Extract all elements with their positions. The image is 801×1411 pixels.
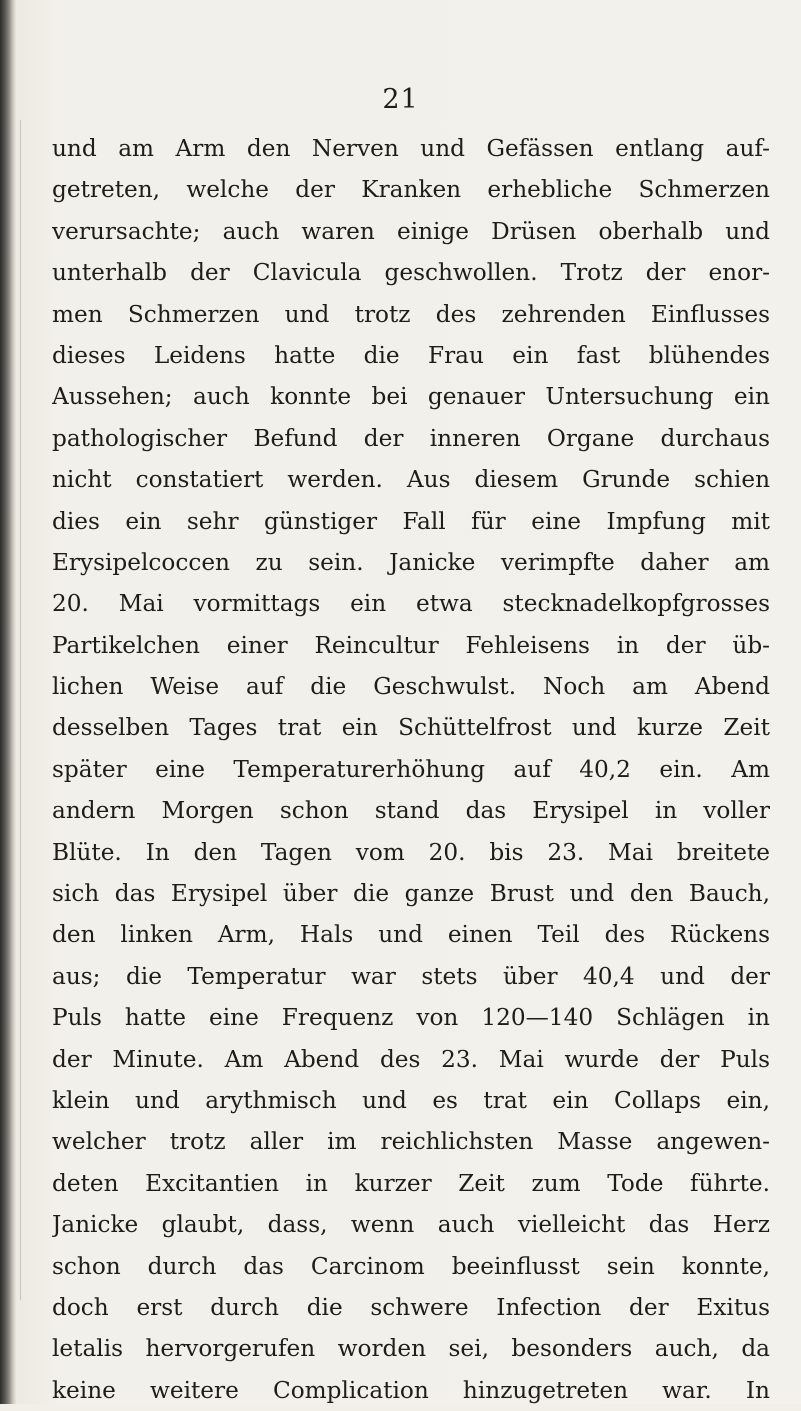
text-line: schon durch das Carcinom beeinflusst sein konnte,	[52, 1252, 770, 1280]
text-line: Partikelchen einer Reincultur Fehleisens in der üb-	[52, 631, 770, 659]
text-line: und am Arm den Nerven und Gefässen entlang auf-	[52, 135, 770, 162]
text-line: deten Excitantien in kurzer Zeit zum Tode führte.	[52, 1169, 770, 1197]
text-line: klein und arythmisch und es trat ein Collaps ein,	[52, 1086, 770, 1114]
body-text	[52, 128, 770, 1411]
text-line: letalis hervorgerufen worden sei, besonders auch, da	[52, 1335, 770, 1363]
text-line: aus; die Temperatur war stets über 40,4 und der	[52, 962, 770, 990]
book-binding-edge	[0, 0, 16, 1404]
text-line: 20. Mai vormittags ein etwa stecknadelkopfgrosses	[52, 590, 770, 618]
page-number: 21	[382, 84, 419, 115]
text-line: Aussehen; auch konnte bei genauer Untersuchung ein	[52, 383, 770, 411]
text-line: verursachte; auch waren einige Drüsen oberhalb und	[52, 217, 770, 245]
text-line: desselben Tages trat ein Schüttelfrost und kurze Zeit	[52, 714, 770, 742]
text-line: andern Morgen schon stand das Erysipel in voller	[52, 797, 770, 825]
text-line: unterhalb der Clavicula geschwollen. Trotz der enor-	[52, 259, 770, 287]
text-line: der Minute. Am Abend des 23. Mai wurde der Puls	[52, 1045, 770, 1073]
text-line: Blüte. In den Tagen vom 20. bis 23. Mai breitete	[52, 838, 770, 866]
text-line: sich das Erysipel über die ganze Brust und den Bauch,	[52, 880, 770, 908]
text-line: Erysipelcoccen zu sein. Janicke verimpfte daher am	[52, 548, 770, 576]
text-line: dies ein sehr günstiger Fall für eine Impfung mit	[52, 507, 770, 535]
text-line: nicht constatiert werden. Aus diesem Grunde schien	[52, 466, 770, 494]
text-line: doch erst durch die schwere Infection der Exitus	[52, 1293, 770, 1321]
gutter-shadow	[20, 120, 21, 1300]
text-line: dieses Leidens hatte die Frau ein fast blühendes	[52, 341, 770, 369]
text-line: welcher trotz aller im reichlichsten Masse angewen-	[52, 1128, 770, 1156]
text-line: Puls hatte eine Frequenz von 120—140 Schlägen in	[52, 1004, 770, 1032]
text-line: keine weitere Complication hinzugetreten war. In	[52, 1376, 770, 1404]
text-line: später eine Temperaturerhöhung auf 40,2 ein. Am	[52, 755, 770, 783]
text-line: getreten, welche der Kranken erhebliche Schmerzen	[52, 176, 770, 204]
text-line: men Schmerzen und trotz des zehrenden Einflusses	[52, 300, 770, 328]
text-line: Janicke glaubt, dass, wenn auch vielleicht das Herz	[52, 1211, 770, 1239]
text-line: pathologischer Befund der inneren Organe durchaus	[52, 424, 770, 452]
text-line: lichen Weise auf die Geschwulst. Noch am Abend	[52, 673, 770, 701]
text-line: den linken Arm, Hals und einen Teil des Rückens	[52, 921, 770, 949]
